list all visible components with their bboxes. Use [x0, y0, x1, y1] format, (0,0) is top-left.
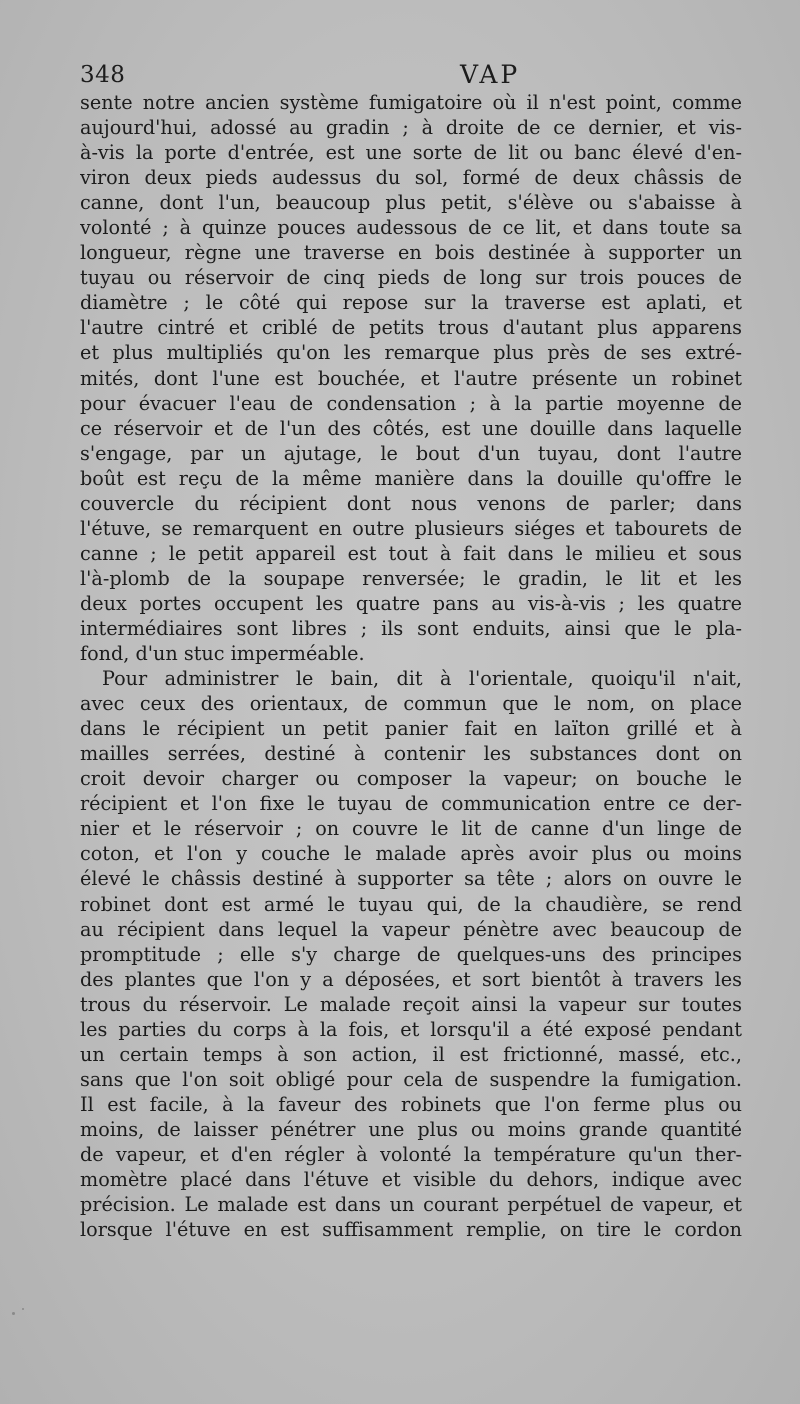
text-line: couvercle du récipient dont nous venons de parler; dans [80, 491, 742, 515]
text-line: momètre placé dans l'étuve et visible du dehors, indique avec [80, 1168, 742, 1192]
text-line: volonté ; à quinze pouces audessous de ce lit, et dans toute sa [80, 216, 742, 240]
text-line: l'étuve, se remarquent en outre plusieurs siéges et tabourets de [80, 516, 742, 540]
page-number: 348 [80, 62, 126, 88]
paragraph-start-line: Pour administrer le bain, dit à l'orientale, quoiqu'il n'ait, [102, 667, 742, 691]
text-line: et plus multipliés qu'on les remarque plus près de ses extré- [80, 341, 742, 365]
text-line: Il est facile, à la faveur des robinets que l'on ferme plus ou [80, 1092, 742, 1116]
text-line: aujourd'hui, adossé au gradin ; à droite de ce dernier, et vis- [80, 116, 742, 140]
text-line: les parties du corps à la fois, et lorsqu'il a été exposé pendant [80, 1017, 742, 1041]
text-line: dans le récipient un petit panier fait en laïton grillé et à [80, 717, 742, 741]
text-line: précision. Le malade est dans un courant perpétuel de vapeur, et [80, 1193, 742, 1217]
text-line: robinet dont est armé le tuyau qui, de la chaudière, se rend [80, 892, 742, 916]
text-line: intermédiaires sont libres ; ils sont enduits, ainsi que le pla- [80, 616, 742, 640]
text-line: boût est reçu de la même manière dans la douille qu'offre le [80, 466, 742, 490]
text-line: récipient et l'on fixe le tuyau de communication entre ce der- [80, 792, 742, 816]
text-line: l'autre cintré et criblé de petits trous d'autant plus apparens [80, 316, 742, 340]
text-line: promptitude ; elle s'y charge de quelques-uns des principes [80, 942, 742, 966]
text-line: trous du réservoir. Le malade reçoit ainsi la vapeur sur toutes [80, 992, 742, 1016]
text-line: au récipient dans lequel la vapeur pénètre avec beaucoup de [80, 917, 742, 941]
text-line: élevé le châssis destiné à supporter sa tête ; alors on ouvre le [80, 867, 742, 891]
text-line: sente notre ancien système fumigatoire où il n'est point, comme [80, 91, 742, 114]
text-line: pour évacuer l'eau de condensation ; à la partie moyenne de [80, 391, 742, 415]
text-line: avec ceux des orientaux, de commun que le nom, on place [80, 692, 742, 716]
text-line: un certain temps à son action, il est frictionné, massé, etc., [80, 1042, 742, 1066]
text-line: nier et le réservoir ; on couvre le lit de canne d'un linge de [80, 817, 742, 841]
text-line: mailles serrées, destiné à contenir les substances dont on [80, 742, 742, 766]
text-line: diamètre ; le côté qui repose sur la traverse est aplati, et [80, 291, 742, 315]
text-line: canne, dont l'un, beaucoup plus petit, s'élève ou s'abaisse à [80, 191, 742, 215]
body-text [80, 90, 742, 1242]
text-line: s'engage, par un ajutage, le bout d'un tuyau, dont l'autre [80, 441, 742, 465]
text-line: longueur, règne une traverse en bois destinée à supporter un [80, 241, 742, 265]
text-line: des plantes que l'on y a déposées, et sort bientôt à travers les [80, 967, 742, 991]
page-header [80, 58, 740, 92]
text-line: tuyau ou réservoir de cinq pieds de long sur trois pouces de [80, 266, 742, 290]
text-line: deux portes occupent les quatre pans au vis-à-vis ; les quatre [80, 591, 742, 615]
text-line: l'à-plomb de la soupape renversée; le gradin, le lit et les [80, 566, 742, 590]
text-line: croit devoir charger ou composer la vapeur; on bouche le [80, 767, 742, 791]
text-line: coton, et l'on y couche le malade après avoir plus ou moins [80, 842, 742, 866]
text-line: moins, de laisser pénétrer une plus ou moins grande quantité [80, 1117, 742, 1141]
text-line: canne ; le petit appareil est tout à fait dans le milieu et sous [80, 541, 742, 565]
text-line: à-vis la porte d'entrée, est une sorte de lit ou banc élevé d'en- [80, 141, 742, 165]
text-line: lorsque l'étuve en est suffisamment remplie, on tire le cordon [80, 1218, 742, 1242]
text-line: mités, dont l'une est bouchée, et l'autre présente un robinet [80, 366, 742, 390]
running-head: VAP [460, 60, 521, 89]
text-line: de vapeur, et d'en régler à volonté la température qu'un ther- [80, 1142, 742, 1166]
paper-speck [12, 1312, 15, 1315]
paper-speck [22, 1308, 24, 1310]
text-line: ce réservoir et de l'un des côtés, est une douille dans laquelle [80, 416, 742, 440]
text-line: viron deux pieds audessus du sol, formé de deux châssis de [80, 166, 742, 190]
paragraph-end-line: fond, d'un stuc imperméable. [80, 642, 365, 666]
text-line: sans que l'on soit obligé pour cela de suspendre la fumigation. [80, 1067, 742, 1091]
